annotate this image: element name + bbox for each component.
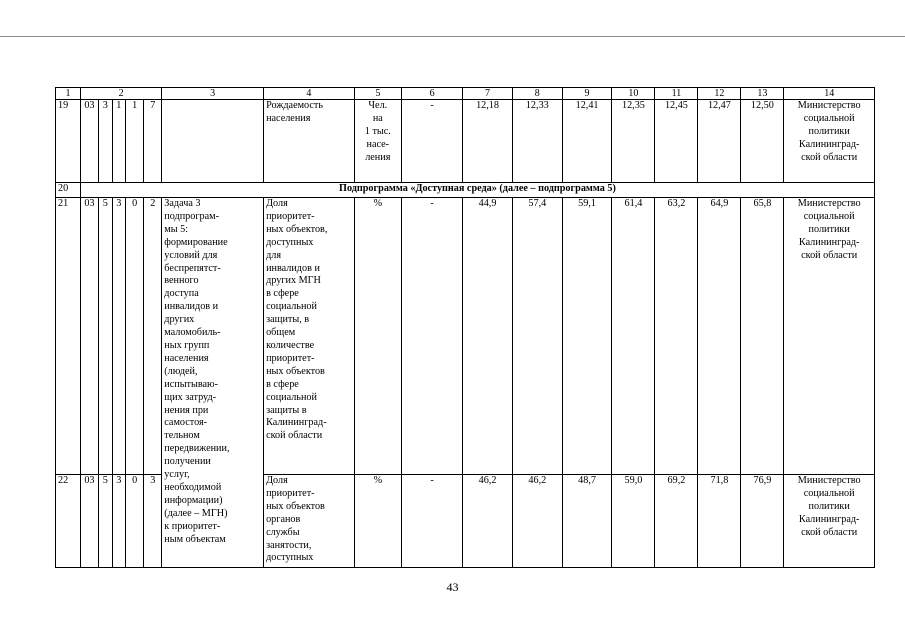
value-cell: 57,4 — [512, 198, 562, 475]
value-cell: 46,2 — [512, 475, 562, 568]
executor-cell: Министерство социальной политики Калининград- ской области — [784, 198, 875, 475]
base-value-cell: - — [402, 475, 463, 568]
value-cell: 12,47 — [698, 100, 741, 183]
value-cell: 59,0 — [612, 475, 655, 568]
executor-cell: Министерство социальной политики Калининград- ской области — [784, 475, 875, 568]
code-cell: 3 — [144, 475, 162, 568]
header-cell: 10 — [612, 88, 655, 100]
value-cell: 64,9 — [698, 198, 741, 475]
header-cell: 9 — [562, 88, 612, 100]
header-cell: 5 — [354, 88, 402, 100]
task-cell — [162, 100, 264, 183]
code-cell: 03 — [80, 475, 98, 568]
code-cell: 3 — [112, 475, 126, 568]
header-cell: 1 — [56, 88, 81, 100]
table-row — [56, 100, 875, 183]
code-cell: 1 — [112, 100, 126, 183]
value-cell: 12,18 — [463, 100, 513, 183]
header-cell: 13 — [741, 88, 784, 100]
subprogram-title: Подпрограмма «Доступная среда» (далее – подпрограмма 5) — [80, 183, 874, 198]
row-number: 21 — [56, 198, 81, 475]
code-cell: 3 — [112, 198, 126, 475]
value-cell: 46,2 — [463, 475, 513, 568]
code-cell: 3 — [98, 100, 112, 183]
code-cell: 03 — [80, 198, 98, 475]
code-cell: 5 — [98, 198, 112, 475]
header-cell: 14 — [784, 88, 875, 100]
indicator-cell: Рождаемость населения — [264, 100, 354, 183]
value-cell: 59,1 — [562, 198, 612, 475]
page-top-rule — [0, 36, 905, 37]
value-cell: 44,9 — [463, 198, 513, 475]
indicator-cell: Доля приоритет- ных объектов, доступных для инвалидов и других МГН в сфере социальной защиты, в общем количестве приоритет- ных объектов в сфере социальной защиты в Калининград- ской области — [264, 198, 354, 475]
page-number: 43 — [446, 580, 459, 594]
header-cell: 8 — [512, 88, 562, 100]
value-cell: 12,35 — [612, 100, 655, 183]
task-cell: Задача 3 подпрограм- мы 5: формирование условий для беспрепятст- венного доступа инвалидов и других маломобиль- ных групп населения (людей, испытываю- щих затруд- нения при самостоя- тельном передвижении, получении услуг, необходимой информации) (далее – МГН) к приоритет- ным объектам — [162, 198, 264, 568]
code-cell: 03 — [80, 100, 98, 183]
code-cell: 0 — [126, 475, 144, 568]
executor-cell: Министерство социальной политики Калининград- ской области — [784, 100, 875, 183]
row-number: 20 — [56, 183, 81, 198]
row-number: 22 — [56, 475, 81, 568]
header-cell: 7 — [463, 88, 513, 100]
code-cell: 7 — [144, 100, 162, 183]
base-value-cell: - — [402, 100, 463, 183]
value-cell: 71,8 — [698, 475, 741, 568]
code-cell: 0 — [126, 198, 144, 475]
subprogram-row — [56, 183, 875, 198]
value-cell: 48,7 — [562, 475, 612, 568]
value-cell: 69,2 — [655, 475, 698, 568]
indicator-cell: Доля приоритет- ных объектов органов службы занятости, доступных — [264, 475, 354, 568]
unit-cell: % — [354, 198, 402, 475]
code-cell: 1 — [126, 100, 144, 183]
base-value-cell: - — [402, 198, 463, 475]
header-cell: 4 — [264, 88, 354, 100]
unit-cell: % — [354, 475, 402, 568]
column-number-header — [56, 88, 875, 100]
value-cell: 12,41 — [562, 100, 612, 183]
value-cell: 76,9 — [741, 475, 784, 568]
value-cell: 65,8 — [741, 198, 784, 475]
value-cell: 12,33 — [512, 100, 562, 183]
code-cell: 5 — [98, 475, 112, 568]
header-cell: 3 — [162, 88, 264, 100]
value-cell: 12,50 — [741, 100, 784, 183]
table-row — [56, 198, 875, 475]
header-cell: 2 — [80, 88, 161, 100]
value-cell: 63,2 — [655, 198, 698, 475]
row-number: 19 — [56, 100, 81, 183]
value-cell: 12,45 — [655, 100, 698, 183]
code-cell: 2 — [144, 198, 162, 475]
header-cell: 12 — [698, 88, 741, 100]
header-cell: 11 — [655, 88, 698, 100]
unit-cell: Чел. на 1 тыс. насе- ления — [354, 100, 402, 183]
indicators-table — [55, 87, 875, 568]
value-cell: 61,4 — [612, 198, 655, 475]
header-cell: 6 — [402, 88, 463, 100]
